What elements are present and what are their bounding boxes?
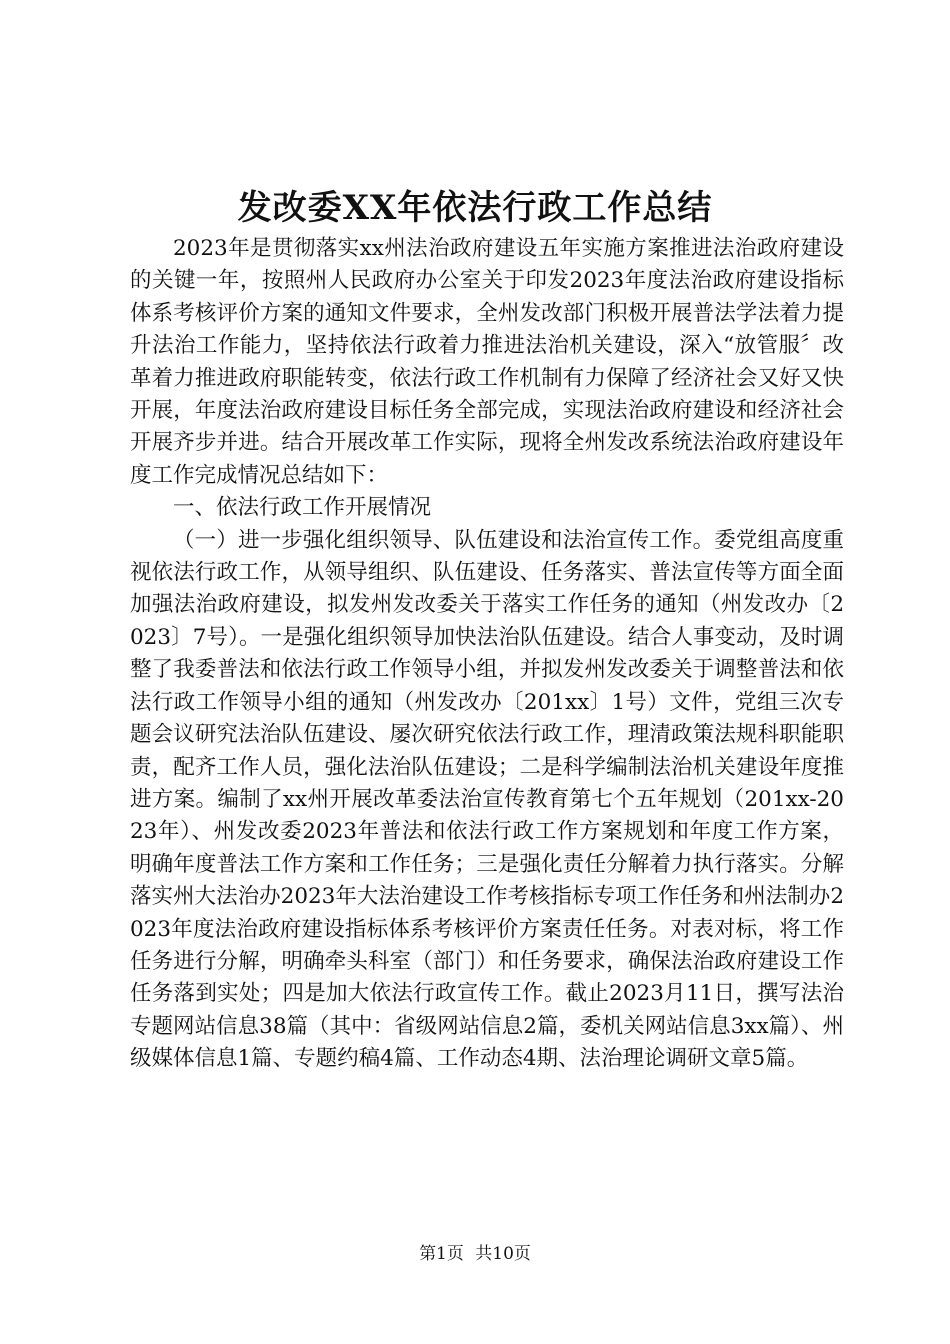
page-total: 共10页 [475,1244,531,1264]
document-body [130,233,844,1076]
subsection-paragraph: （一）进一步强化组织领导、队伍建设和法治宣传工作。委党组高度重视依法行政工作，从领导组织、队伍建设、任务落实、普法宣传等方面全面加强法治政府建设，拟发州发改委关于落实工作任务的通知（州发改办〔2023〕7号）。一是强化组织领导加快法治队伍建设。结合人事变动，及时调整了我委普法和依法行政工作领导小组，并拟发州发改委关于调整普法和依法行政工作领导小组的通知（州发改办〔201xx〕1号）文件，党组三次专题会议研究法治队伍建设、屡次研究依法行政工作，理清政策法规科职能职责，配齐工作人员，强化法治队伍建设；二是科学编制法治机关建设年度推进方案。编制了xx州开展改革委法治宣传教育第七个五年规划（201xx-2023年）、州发改委2023年普法和依法行政工作方案规划和年度工作方案，明确年度普法工作方案和工作任务；三是强化责任分解着力执行落实。分解落实州大法治办2023年大法治建设工作考核指标专项工作任务和州法制办2023年度法治政府建设指标体系考核评价方案责任任务。对表对标，将工作任务进行分解，明确牵头科室（部门）和任务要求，确保法治政府建设工作任务落到实处；四是加大依法行政宣传工作。截止2023月11日，撰写法治专题网站信息38篇（其中：省级网站信息2篇，委机关网站信息3xx篇）、州级媒体信息1篇、专题约稿4篇、工作动态4期、法治理论调研文章5篇。 [130,527,844,1072]
page-footer [0,1241,950,1267]
document-title: 发改委XX年依法行政工作总结 [237,188,713,228]
page-number: 第1页 [419,1244,464,1264]
section-heading: 一、依法行政工作开展情况 [173,495,432,521]
intro-paragraph: 2023年是贯彻落实xx州法治政府建设五年实施方案推进法治政府建设的关键一年，按照州人民政府办公室关于印发2023年度法治政府建设指标体系考核评价方案的通知文件要求，全州发改部门积极开展普法学法着力提升法治工作能力，坚持依法行政着力推进法治机关建设，深入“放管服〞改革着力推进政府职能转变，依法行政工作机制有力保障了经济社会又好又快开展，年度法治政府建设目标任务全部完成，实现法治政府建设和经济社会开展齐步并进。结合开展改革工作实际，现将全州发改系统法治政府建设年度工作完成情况总结如下： [130,236,844,488]
